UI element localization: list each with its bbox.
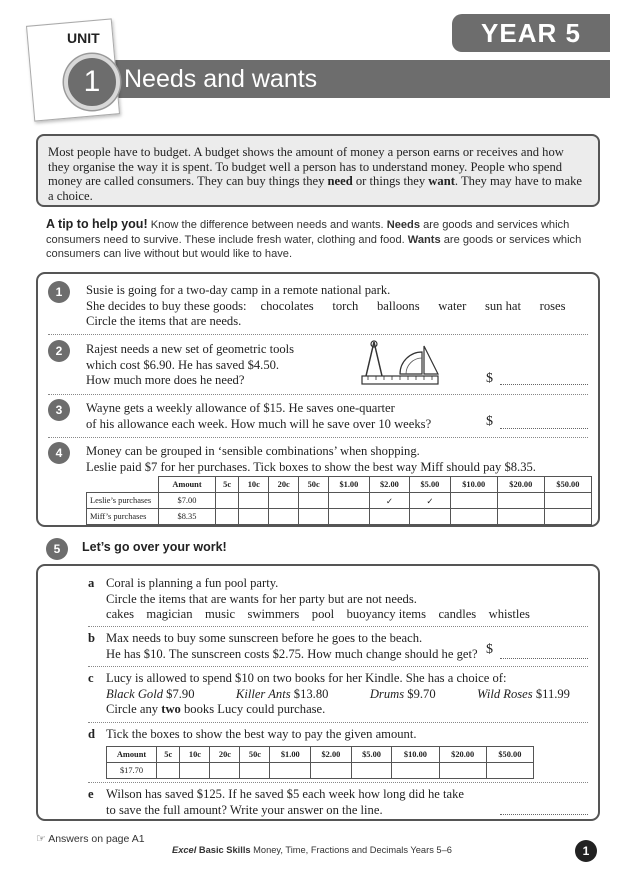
book-title: Drums xyxy=(369,686,405,701)
tick-box[interactable] xyxy=(439,763,486,779)
book-option[interactable] xyxy=(370,687,436,703)
review-c xyxy=(106,671,586,718)
table-header: $2.00 xyxy=(311,747,352,763)
divider xyxy=(88,666,588,667)
tick-box[interactable] xyxy=(544,493,591,509)
book-title-footer xyxy=(172,845,452,855)
goods-item[interactable]: sun hat xyxy=(484,298,521,313)
review-c-line3 xyxy=(106,702,586,718)
brand-name: Excel xyxy=(172,845,197,855)
book-price: $13.80 xyxy=(293,686,329,701)
book-title: Wild Roses xyxy=(477,686,533,701)
row-amount: $8.35 xyxy=(159,509,216,525)
review-a xyxy=(106,576,586,623)
question-number-3: 3 xyxy=(48,399,70,421)
review-e-line1: Wilson has saved $125. If he saved $5 each week how long did he take xyxy=(106,787,464,801)
review-e-line2: to save the full amount? Write your answer on the line. xyxy=(106,802,383,817)
table-header-row xyxy=(87,477,592,493)
review-letter-c: c xyxy=(88,671,94,685)
questions-box xyxy=(36,272,600,527)
tick-box[interactable] xyxy=(240,763,270,779)
tip-heading: A tip to help you! xyxy=(46,217,148,231)
book-price: $7.90 xyxy=(166,686,195,701)
party-item[interactable]: whistles xyxy=(488,607,530,622)
review-e xyxy=(106,787,536,818)
tick-box[interactable] xyxy=(410,509,451,525)
q2-line3: How much more does he need? xyxy=(86,373,245,388)
tick-box[interactable] xyxy=(497,509,544,525)
goods-item[interactable]: balloons xyxy=(376,298,420,313)
review-b-answer-line[interactable] xyxy=(500,658,588,659)
table-header: $10.00 xyxy=(392,747,439,763)
q1-line1: Susie is going for a two-day camp in a remote national park. xyxy=(86,283,391,297)
tick-box[interactable] xyxy=(215,509,238,525)
book-price: $9.70 xyxy=(407,686,436,701)
book-series: Basic Skills xyxy=(198,845,251,855)
tick-box[interactable] xyxy=(299,493,329,509)
tip-paragraph xyxy=(46,217,598,262)
review-d xyxy=(106,727,586,743)
review-a-items xyxy=(106,607,530,623)
review-e-answer-line[interactable] xyxy=(500,814,588,815)
row-label: Miff’s purchases xyxy=(87,509,159,525)
table-header: 10c xyxy=(239,477,269,493)
pointing-hand-icon: ☞ xyxy=(36,833,46,845)
party-item[interactable]: music xyxy=(205,607,236,622)
row-label: Leslie’s purchases xyxy=(87,493,159,509)
review-d-line1: Tick the boxes to show the best way to pay the given amount. xyxy=(106,727,417,741)
page-number: 1 xyxy=(575,840,597,862)
divider xyxy=(48,334,588,335)
q3-dollar: $ xyxy=(486,414,493,429)
intro-text: Most people have to budget. A budget shows the amount of money a person earns or receives and how they organise the way it is spent. To budget well a person has to understand money. People who spend money are called consumers. They can buy things they xyxy=(48,145,564,189)
section-number-5: 5 xyxy=(46,538,68,560)
q4-coins-table xyxy=(86,476,592,525)
review-letter-d: d xyxy=(88,727,96,741)
review-b-dollar: $ xyxy=(486,642,493,657)
tick-box[interactable]: ✓ xyxy=(369,493,410,509)
question-number-2: 2 xyxy=(48,340,70,362)
book-title: Killer Ants xyxy=(235,686,291,701)
review-b xyxy=(106,631,526,662)
unit-number-badge: 1 xyxy=(64,54,120,110)
q2-dollar: $ xyxy=(486,371,493,386)
q1-line3: Circle the items that are needs. xyxy=(86,314,242,329)
goods-item[interactable]: roses xyxy=(539,298,566,313)
review-box xyxy=(36,564,600,821)
year-tab: YEAR 5 xyxy=(452,14,610,52)
question-1 xyxy=(86,283,596,330)
review-a-line2: Circle the items that are wants for her party but are not needs. xyxy=(106,591,417,606)
review-c-line1: Lucy is allowed to spend $10 on two books for her Kindle. She has a choice of: xyxy=(106,671,507,685)
party-item[interactable]: candles xyxy=(438,607,477,622)
tick-box[interactable] xyxy=(157,763,180,779)
tip-text: Know the difference between needs and wants. xyxy=(147,219,387,231)
tick-box[interactable] xyxy=(239,493,269,509)
table-header: 50c xyxy=(240,747,270,763)
tick-box[interactable] xyxy=(392,763,439,779)
table-header: $5.00 xyxy=(351,747,392,763)
tip-wants: Wants xyxy=(407,233,441,246)
tick-box[interactable] xyxy=(270,763,311,779)
table-header: 20c xyxy=(210,747,240,763)
table-header: Amount xyxy=(159,477,216,493)
table-header: 50c xyxy=(299,477,329,493)
q2-answer-line[interactable] xyxy=(500,384,588,385)
table-header: $50.00 xyxy=(486,747,533,763)
goods-item[interactable]: chocolates xyxy=(260,298,314,313)
tick-box[interactable] xyxy=(351,763,392,779)
q4-line1: Money can be grouped in ‘sensible combinations’ when shopping. xyxy=(86,444,420,458)
review-c-suffix: books Lucy could purchase. xyxy=(180,702,326,717)
book-price: $11.99 xyxy=(535,686,570,701)
party-item[interactable]: cakes xyxy=(106,607,134,622)
tick-box[interactable] xyxy=(215,493,238,509)
divider xyxy=(88,782,588,783)
unit-label: UNIT xyxy=(67,30,100,46)
tick-box[interactable] xyxy=(180,763,210,779)
party-item[interactable]: magician xyxy=(146,607,193,622)
tick-box[interactable] xyxy=(299,509,329,525)
review-a-line1: Coral is planning a fun pool party. xyxy=(106,576,279,590)
table-header: $5.00 xyxy=(410,477,451,493)
tick-box[interactable] xyxy=(544,509,591,525)
review-b-line2: He has $10. The sunscreen costs $2.75. How much change should he get? xyxy=(106,646,478,661)
divider xyxy=(88,722,588,723)
q2-line2: which cost $6.90. He has saved $4.50. xyxy=(86,357,280,372)
q4-line2: Leslie paid $7 for her purchases. Tick boxes to show the best way Miff should pay $8.35. xyxy=(86,459,536,474)
table-header xyxy=(87,477,159,493)
row-amount: $17.70 xyxy=(107,763,157,779)
divider xyxy=(88,626,588,627)
tip-text: are goods and services which consumers need to survive. These include fresh water, clothing and food. xyxy=(46,219,570,246)
tick-box[interactable] xyxy=(329,509,370,525)
table-header: $20.00 xyxy=(439,747,486,763)
intro-text: . They may have to make a choice. xyxy=(48,174,582,203)
tick-box[interactable] xyxy=(329,493,370,509)
page-title: Needs and wants xyxy=(124,64,318,93)
tip-text: are goods or services which consumers can live without but would like to have. xyxy=(46,233,582,260)
review-letter-e: e xyxy=(88,787,94,801)
book-option[interactable] xyxy=(106,687,195,703)
review-letter-a: a xyxy=(88,576,95,590)
q3-line1: Wayne gets a weekly allowance of $15. He saves one-quarter xyxy=(86,401,395,415)
party-item[interactable]: pool xyxy=(311,607,335,622)
table-header: $2.00 xyxy=(369,477,410,493)
intro-need: need xyxy=(327,174,353,189)
goods-item[interactable]: torch xyxy=(332,298,359,313)
table-header-row xyxy=(107,747,534,763)
party-item[interactable]: swimmers xyxy=(247,607,300,622)
tick-box[interactable] xyxy=(269,509,299,525)
tick-box[interactable]: ✓ xyxy=(410,493,451,509)
q3-answer-line[interactable] xyxy=(500,428,588,429)
divider xyxy=(48,394,588,395)
table-header: $20.00 xyxy=(497,477,544,493)
table-header: $1.00 xyxy=(270,747,311,763)
tick-box[interactable] xyxy=(369,509,410,525)
review-c-prefix: Circle any xyxy=(106,702,162,717)
section-5-title: Let’s go over your work! xyxy=(82,540,227,554)
tick-box[interactable] xyxy=(269,493,299,509)
table-header: 20c xyxy=(269,477,299,493)
table-row xyxy=(87,509,592,525)
q1-goods-list xyxy=(261,299,566,315)
intro-box xyxy=(36,134,600,207)
review-c-books xyxy=(106,687,570,703)
book-option[interactable] xyxy=(477,687,570,703)
divider xyxy=(48,437,588,438)
table-header: Amount xyxy=(107,747,157,763)
answers-note xyxy=(36,832,145,845)
tick-box[interactable] xyxy=(450,493,497,509)
question-3 xyxy=(86,401,486,432)
book-option[interactable] xyxy=(236,687,329,703)
tick-box[interactable] xyxy=(239,509,269,525)
table-header: 5c xyxy=(215,477,238,493)
answers-text: Answers on page A1 xyxy=(48,833,145,845)
tip-needs: Needs xyxy=(386,219,421,231)
book-title: Black Gold xyxy=(106,686,164,701)
table-header: 10c xyxy=(180,747,210,763)
table-header: 5c xyxy=(157,747,180,763)
row-amount: $7.00 xyxy=(159,493,216,509)
party-item[interactable]: buoyancy items xyxy=(346,607,426,622)
q3-line2: of his allowance each week. How much will he save over 10 weeks? xyxy=(86,416,432,431)
intro-want: want xyxy=(428,174,455,189)
table-row xyxy=(87,493,592,509)
review-d-coins-table xyxy=(106,746,534,779)
tick-box[interactable] xyxy=(210,763,240,779)
geometry-tools-icon xyxy=(360,338,440,386)
tick-box[interactable] xyxy=(311,763,352,779)
question-2 xyxy=(86,342,386,389)
question-4 xyxy=(86,444,596,475)
question-number-4: 4 xyxy=(48,442,70,464)
table-header: $50.00 xyxy=(544,477,591,493)
unit-title-bar xyxy=(96,60,610,98)
tick-box[interactable] xyxy=(486,763,533,779)
review-c-bold: two xyxy=(161,702,181,717)
q1-goods-line xyxy=(86,299,596,315)
table-header: $10.00 xyxy=(450,477,497,493)
q1-prefix: She decides to buy these goods: xyxy=(86,298,247,313)
review-b-line1: Max needs to buy some sunscreen before he goes to the beach. xyxy=(106,631,423,645)
question-number-1: 1 xyxy=(48,281,70,303)
tick-box[interactable] xyxy=(450,509,497,525)
table-header: $1.00 xyxy=(329,477,370,493)
q2-line1: Rajest needs a new set of geometric tools xyxy=(86,342,295,356)
table-row xyxy=(107,763,534,779)
goods-item[interactable]: water xyxy=(438,298,467,313)
intro-text: or things they xyxy=(352,174,429,189)
book-subtitle: Money, Time, Fractions and Decimals Years 5–6 xyxy=(250,845,452,855)
review-letter-b: b xyxy=(88,631,96,645)
tick-box[interactable] xyxy=(497,493,544,509)
